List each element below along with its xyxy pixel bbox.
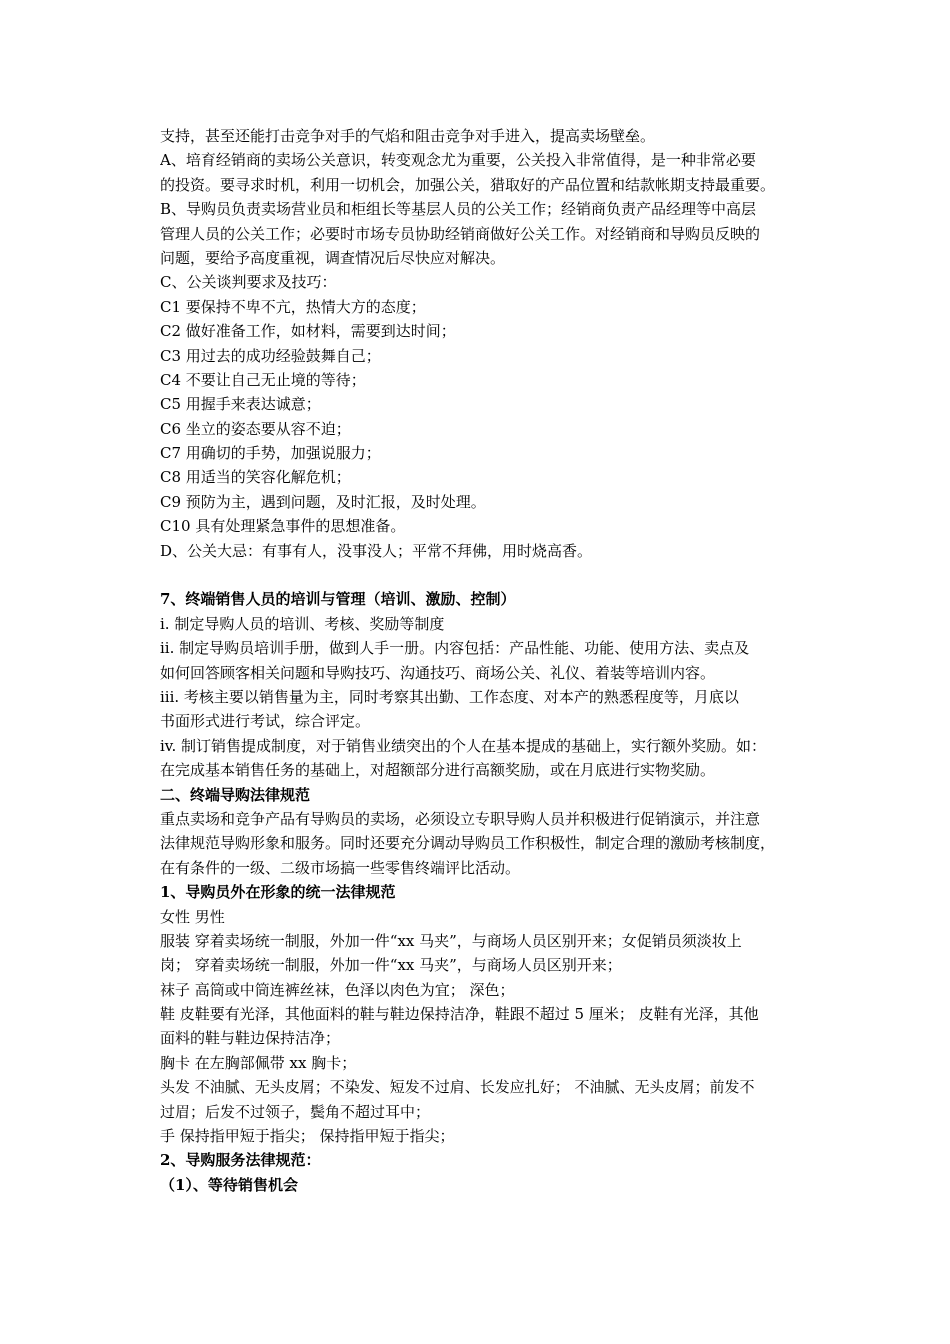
section-heading: 1、导购员外在形象的统一法律规范 bbox=[160, 883, 396, 902]
section-heading: （1）、等待销售机会 bbox=[160, 1175, 298, 1194]
text-line: iii. 考核主要以销售量为主，同时考察其出勤、工作态度、对本产的熟悉程度等，月底以 bbox=[160, 687, 739, 706]
text-line: C9 预防为主，遇到问题，及时汇报，及时处理。 bbox=[160, 492, 486, 511]
text-line: 的投资。要寻求时机，利用一切机会，加强公关，猎取好的产品位置和结款帐期支持最重要。 bbox=[160, 175, 776, 194]
text-line: C8 用适当的笑容化解危机； bbox=[160, 468, 351, 487]
section-heading: 二、终端导购法律规范 bbox=[160, 785, 311, 804]
text-line: 岗； 穿着卖场统一制服，外加一件“xx 马夹”，与商场人员区别开来； bbox=[160, 956, 622, 975]
blank-line bbox=[160, 563, 850, 587]
text-line: 头发 不油腻、无头皮屑；不染发、短发不过肩、长发应扎好； 不油腻、无头皮屑；前发不 bbox=[160, 1078, 755, 1097]
text-line: C4 不要让自己无止境的等待； bbox=[160, 370, 366, 389]
text-line: 胸卡 在左胸部佩带 xx 胸卡； bbox=[160, 1053, 357, 1072]
text-line: 在有条件的一级、二级市场搞一些零售终端评比活动。 bbox=[160, 858, 521, 877]
text-line: 袜子 高筒或中筒连裤丝袜，色泽以肉色为宜； 深色； bbox=[160, 980, 515, 999]
text-line: 女性 男性 bbox=[160, 907, 225, 926]
text-line: C6 坐立的姿态要从容不迫； bbox=[160, 419, 351, 438]
section-heading: 2、导购服务法律规范： bbox=[160, 1151, 321, 1170]
text-line: C2 做好准备工作，如材料，需要到达时间； bbox=[160, 322, 456, 341]
text-line: ii. 制定导购员培训手册，做到人手一册。内容包括：产品性能、功能、使用方法、卖点及 bbox=[160, 639, 750, 658]
text-line: C、公关谈判要求及技巧： bbox=[160, 273, 337, 292]
text-line: 过眉；后发不过领子，鬓角不超过耳中； bbox=[160, 1102, 431, 1121]
text-line: 支持，甚至还能打击竞争对手的气焰和阻击竞争对手进入，提高卖场壁垒。 bbox=[160, 127, 656, 145]
text-line: 管理人员的公关工作；必要时市场专员协助经销商做好公关工作。对经销商和导购员反映的 bbox=[160, 224, 761, 243]
text-line: 面料的鞋与鞋边保持洁净； bbox=[160, 1029, 341, 1048]
text-line: C5 用握手来表达诚意； bbox=[160, 395, 321, 414]
text-line: 重点卖场和竞争产品有导购员的卖场，必须设立专职导购人员并积极进行促销演示，并注意 bbox=[160, 809, 761, 828]
text-line: D、公关大忌：有事有人，没事没人；平常不拜佛，用时烧高香。 bbox=[160, 541, 593, 560]
text-line: 鞋 皮鞋要有光泽，其他面料的鞋与鞋边保持洁净，鞋跟不超过 5 厘米； 皮鞋有光泽，其他 bbox=[160, 1005, 759, 1024]
text-line: 如何回答顾客相关问题和导购技巧、沟通技巧、商场公关、礼仪、着装等培训内容。 bbox=[160, 663, 716, 682]
document-page bbox=[160, 124, 850, 1197]
text-line: iv. 制订销售提成制度，对于销售业绩突出的个人在基本提成的基础上，实行额外奖励。如： bbox=[160, 736, 767, 755]
text-line: C1 要保持不卑不亢，热情大方的态度； bbox=[160, 297, 426, 316]
text-line: 法律规范导购形象和服务。同时还要充分调动导购员工作积极性，制定合理的激励考核制度， bbox=[160, 834, 776, 853]
text-line: C3 用过去的成功经验鼓舞自己； bbox=[160, 346, 381, 365]
section-heading: 7、终端销售人员的培训与管理（培训、激励、控制） bbox=[160, 590, 516, 609]
text-line: B、导购员负责卖场营业员和柜组长等基层人员的公关工作；经销商负责产品经理等中高层 bbox=[160, 200, 757, 219]
text-line: 在完成基本销售任务的基础上，对超额部分进行高额奖励，或在月底进行实物奖励。 bbox=[160, 761, 716, 780]
text-line: i. 制定导购人员的培训、考核、奖励等制度 bbox=[160, 614, 445, 633]
document-body bbox=[160, 124, 850, 1197]
text-line: C7 用确切的手势，加强说服力； bbox=[160, 444, 381, 463]
text-line: 问题，要给予高度重视，调查情况后尽快应对解决。 bbox=[160, 248, 506, 267]
text-line: C10 具有处理紧急事件的思想准备。 bbox=[160, 517, 406, 536]
text-line: 手 保持指甲短于指尖； 保持指甲短于指尖； bbox=[160, 1127, 455, 1146]
text-line: A、培育经销商的卖场公关意识，转变观念尤为重要，公关投入非常值得，是一种非常必要 bbox=[160, 151, 756, 170]
text-line: 书面形式进行考试，综合评定。 bbox=[160, 712, 371, 731]
text-line: 服装 穿着卖场统一制服，外加一件“xx 马夹”，与商场人员区别开来；女促销员须淡妆上 bbox=[160, 931, 742, 950]
